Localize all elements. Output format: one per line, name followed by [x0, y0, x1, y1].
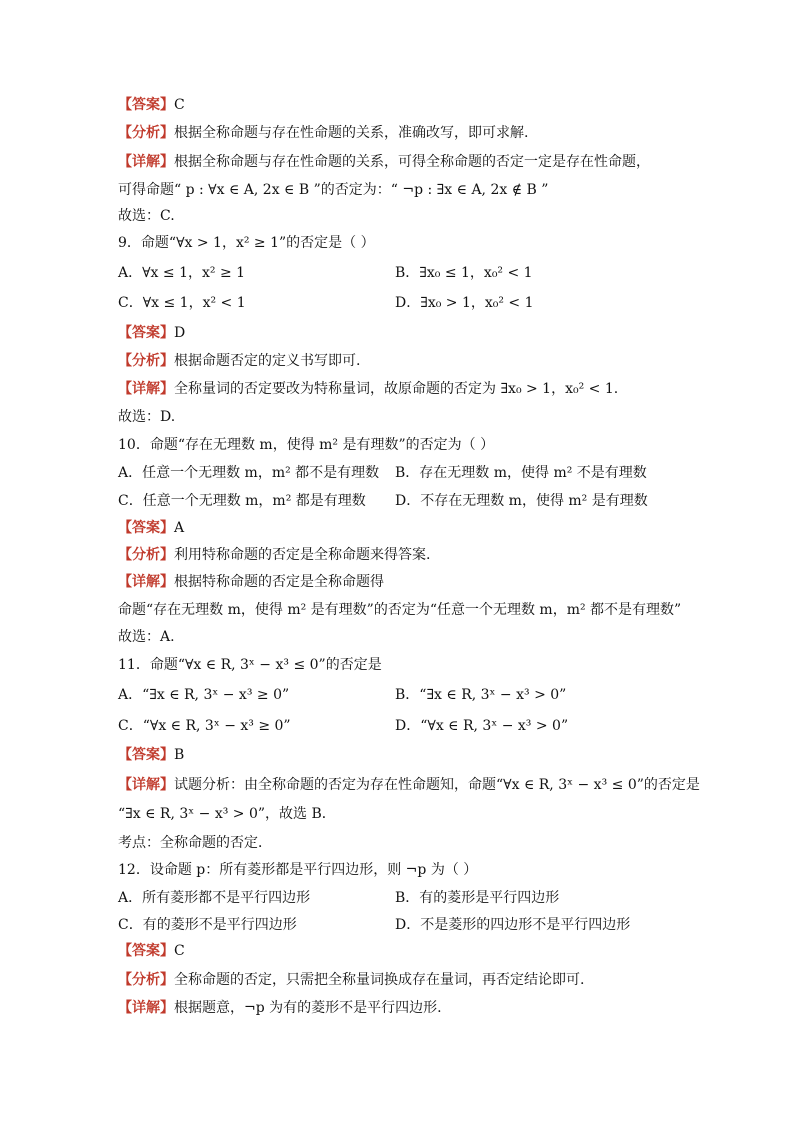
- explanation-line: 【详解】根据特称命题的否定是全称命题得: [118, 574, 384, 590]
- q9-option-d: D．∃x₀ > 1，x₀² < 1: [395, 295, 534, 311]
- q12-option-d: D．不是菱形的四边形不是平行四边形: [395, 917, 631, 933]
- q11-option-b: B．“∃x ∈ R, 3ˣ − x³ > 0”: [395, 687, 567, 703]
- explanation-line: 【详解】根据题意，¬p 为有的菱形不是平行四边形.: [118, 1000, 442, 1016]
- choice-line: 故选：A.: [118, 629, 175, 645]
- answer-line: 【答案】D: [118, 325, 186, 341]
- analysis-line: 【分析】利用特称命题的否定是全称命题来得答案.: [118, 547, 431, 563]
- explanation-line: 【详解】试题分析：由全称命题的否定为存在性命题知，命题“∀x ∈ R, 3ˣ − x³ ≤ 0”的否定是: [118, 777, 700, 793]
- q12-option-a: A．所有菱形都不是平行四边形: [118, 890, 311, 906]
- q11-option-d: D．“∀x ∈ R, 3ˣ − x³ > 0”: [395, 718, 569, 734]
- analysis-line: 【分析】全称命题的否定，只需把全称量词换成存在量词，再否定结论即可.: [118, 972, 585, 988]
- explanation-line: 命题“存在无理数 m，使得 m² 是有理数”的否定为“任意一个无理数 m，m² 都不是有理数”: [118, 602, 682, 618]
- question-11: 11．命题“∀x ∈ R, 3ˣ − x³ ≤ 0”的否定是: [118, 657, 382, 673]
- question-9: 9．命题“∀x > 1，x² ≥ 1”的否定是（ ）: [118, 235, 375, 251]
- q10-option-c: C．任意一个无理数 m，m² 都是有理数: [118, 493, 366, 509]
- q10-option-a: A．任意一个无理数 m，m² 都不是有理数: [118, 465, 380, 481]
- explanation-line: 【详解】全称量词的否定要改为特称量词，故原命题的否定为 ∃x₀ > 1，x₀² < 1.: [118, 381, 619, 397]
- explanation-line: “∃x ∈ R, 3ˣ − x³ > 0”，故选 B．: [118, 806, 336, 822]
- q11-option-c: C．“∀x ∈ R, 3ˣ − x³ ≥ 0”: [118, 718, 291, 734]
- choice-line: 故选：D.: [118, 409, 176, 425]
- q9-option-a: A．∀x ≤ 1，x² ≥ 1: [118, 265, 246, 281]
- answer-line: 【答案】A: [118, 520, 185, 536]
- note-line: 考点：全称命题的否定．: [118, 835, 272, 851]
- analysis-line: 【分析】根据全称命题与存在性命题的关系，准确改写，即可求解.: [118, 125, 529, 141]
- question-12: 12．设命题 p：所有菱形都是平行四边形，则 ¬p 为（ ）: [118, 862, 478, 878]
- answer-line: 【答案】C: [118, 943, 185, 959]
- choice-line: 故选：C.: [118, 208, 175, 224]
- q10-option-d: D．不存在无理数 m，使得 m² 是有理数: [395, 493, 648, 509]
- analysis-line: 【分析】根据命题否定的定义书写即可.: [118, 353, 361, 369]
- q11-option-a: A．“∃x ∈ R, 3ˣ − x³ ≥ 0”: [118, 687, 290, 703]
- q12-option-c: C．有的菱形不是平行四边形: [118, 917, 297, 933]
- q12-option-b: B．有的菱形是平行四边形: [395, 890, 560, 906]
- answer-line: 【答案】B: [118, 747, 185, 763]
- explanation-line: 可得命题“ p : ∀x ∈ A, 2x ∈ B ”的否定为：“ ¬p : ∃x ∈ A, 2x ∉ B ”: [118, 182, 549, 198]
- question-10: 10．命题“存在无理数 m，使得 m² 是有理数”的否定为（ ）: [118, 437, 495, 453]
- q9-option-b: B．∃x₀ ≤ 1，x₀² < 1: [395, 265, 533, 281]
- q10-option-b: B．存在无理数 m，使得 m² 不是有理数: [395, 465, 647, 481]
- q9-option-c: C．∀x ≤ 1，x² < 1: [118, 295, 246, 311]
- answer-line: 【答案】C: [118, 97, 185, 113]
- explanation-line: 【详解】根据全称命题与存在性命题的关系，可得全称命题的否定一定是存在性命题，: [118, 154, 650, 170]
